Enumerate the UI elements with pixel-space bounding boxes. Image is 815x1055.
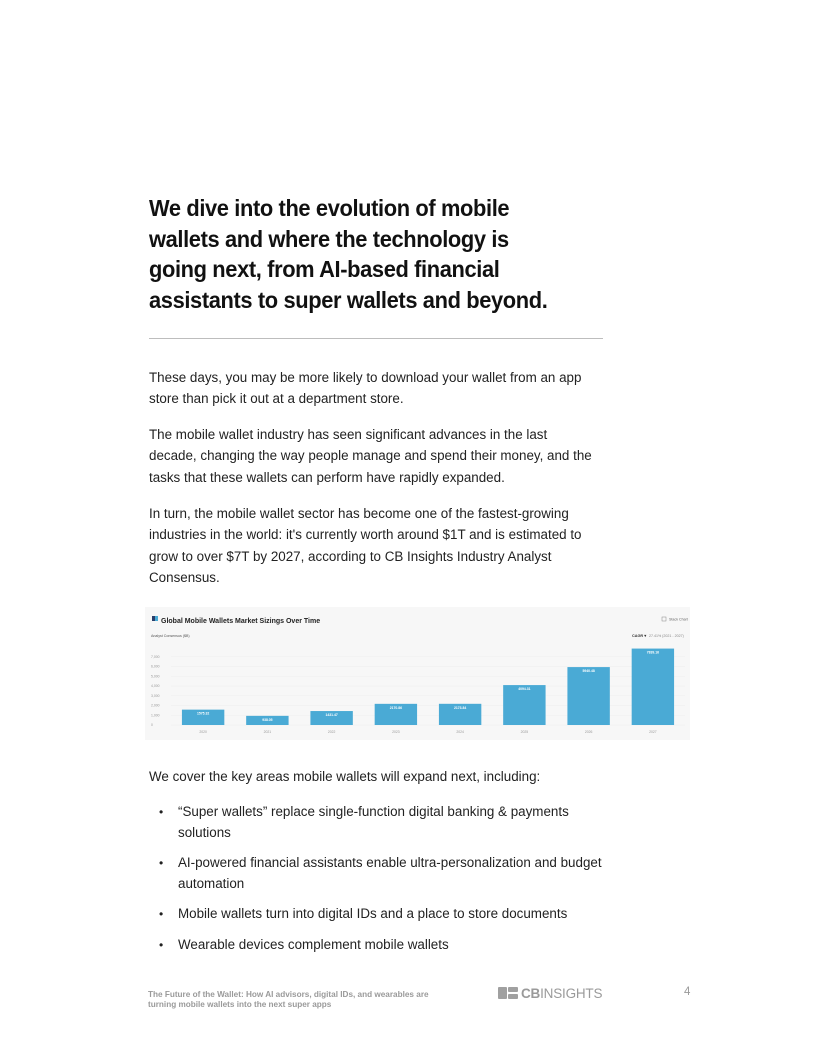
bar-2027[interactable] [632, 649, 674, 725]
bar-value-label: 2173.84 [453, 705, 467, 710]
x-tick-label: 2023 [392, 730, 400, 734]
bullet-item [149, 904, 609, 925]
paragraph-3: In turn, the mobile wallet sector has become one of the fastest-growing industries in the world: it's currently worth around $1T and is estimated to grow to over $7T by 2027, according to CB Insights Industry Analyst Consensus. [149, 506, 582, 585]
chart-title-icon-accent [155, 616, 158, 621]
x-tick-label: 2021 [263, 730, 272, 734]
y-tick-label: 5,000 [151, 674, 160, 679]
bullet-dot: • [159, 805, 164, 819]
bullet-item [149, 935, 609, 956]
bar-value-label: 1431.47 [325, 713, 338, 718]
bullet-dot: • [159, 856, 164, 870]
bar-value-label: 5940.48 [582, 669, 595, 674]
y-tick-label: 1,000 [151, 713, 160, 718]
bar-2026[interactable] [567, 667, 609, 725]
bullet-text: Mobile wallets turn into digital IDs and a place to store documents [178, 906, 568, 921]
divider [149, 338, 603, 339]
bar-value-label: 938.05 [262, 717, 273, 722]
y-tick-label: 0 [151, 723, 153, 728]
bullet-text: “Super wallets” replace single-function digital banking & payments solutions [178, 804, 569, 840]
bullet-dot: • [159, 937, 164, 952]
stack-chart-label: Stack Chart [669, 617, 688, 622]
market-sizing-chart [145, 607, 690, 740]
paragraph-2: The mobile wallet industry has seen significant advances in the last decade, changing the way people manage and spend their money, and the tasks that these wallets can perform have rapidly expanded. [149, 427, 592, 485]
x-tick-label: 2020 [199, 730, 207, 734]
x-tick-label: 2027 [649, 730, 657, 734]
y-tick-label: 7,000 [151, 654, 160, 659]
y-tick-label: 3,000 [151, 693, 160, 698]
x-tick-label: 2025 [520, 730, 529, 734]
bullet-text: AI-powered financial assistants enable ultra-personalization and budget automation [178, 855, 602, 891]
footer-report-title: The Future of the Wallet: How AI advisors, digital IDs, and wearables are turning mobile wallets into the next super apps [148, 990, 429, 1009]
x-tick-label: 2024 [456, 730, 464, 734]
cbinsights-logo-icon [498, 987, 518, 999]
bullet-text: Wearable devices complement mobile wallets [178, 936, 449, 952]
chart-subtitle: Analyst Consensus ($B) [151, 634, 190, 638]
bar-value-label: 2170.86 [389, 705, 403, 710]
bar-value-label: 1575.32 [196, 711, 210, 716]
logo-bold-text: CB [521, 985, 541, 1001]
chart-title: Global Mobile Wallets Market Sizings Over Time [161, 618, 321, 625]
paragraph-1: These days, you may be more likely to download your wallet from an app store than pick it out at a department store. [149, 370, 582, 407]
chart-svg [145, 607, 690, 740]
bullet-dot: • [159, 907, 164, 921]
bullet-list [149, 802, 609, 965]
headline: We dive into the evolution of mobile wallets and where the technology is going next, from AI-based financial assistants to super wallets and beyond. [149, 195, 548, 313]
x-tick-label: 2026 [584, 730, 593, 734]
stack-chart-checkbox[interactable] [662, 617, 666, 621]
bar-value-label: 4094.31 [518, 687, 531, 692]
bar-value-label: 7839.16 [646, 650, 660, 655]
cbinsights-logo-text [521, 986, 602, 1001]
cagr-value: 27.41% (2021 - 2027) [649, 634, 684, 638]
y-tick-label: 4,000 [151, 684, 160, 689]
page-number: 4 [684, 986, 691, 998]
y-tick-label: 6,000 [151, 664, 160, 669]
logo-rest-text: INSIGHTS [540, 985, 603, 1001]
x-tick-label: 2022 [327, 730, 336, 734]
chart-bars [182, 649, 674, 734]
cbinsights-logo [498, 985, 602, 1001]
bullet-item [149, 853, 609, 894]
intro-text: We cover the key areas mobile wallets will expand next, including: [149, 769, 541, 784]
bullet-item [149, 802, 609, 843]
cagr-label[interactable]: CAGR ▾ [632, 634, 647, 638]
y-tick-label: 2,000 [151, 703, 160, 708]
